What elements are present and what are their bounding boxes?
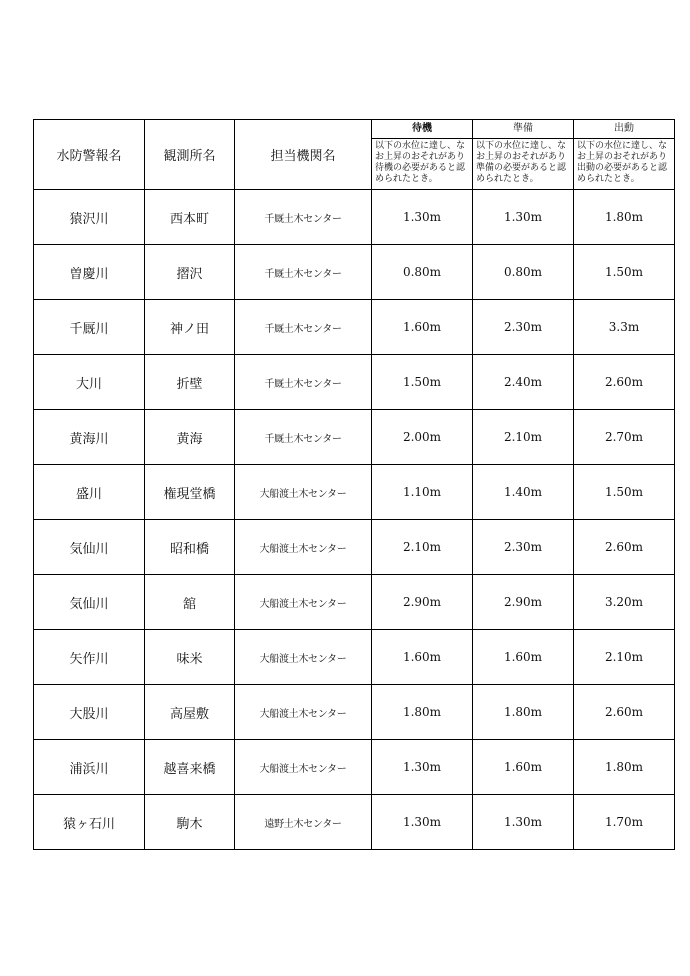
table-row (34, 465, 675, 520)
cell-agency: 千厩土木センター (235, 410, 372, 465)
cell-standby: 1.10m (372, 465, 473, 520)
cell-agency: 大船渡土木センター (235, 520, 372, 575)
cell-river: 気仙川 (34, 575, 145, 630)
cell-dispatch: 3.3m (574, 300, 675, 355)
cell-river: 黄海川 (34, 410, 145, 465)
cell-standby: 2.90m (372, 575, 473, 630)
cell-station: 駒木 (145, 795, 235, 850)
cell-standby: 1.30m (372, 795, 473, 850)
cell-river: 盛川 (34, 465, 145, 520)
cell-standby: 0.80m (372, 245, 473, 300)
cell-standby: 2.10m (372, 520, 473, 575)
cell-dispatch: 2.10m (574, 630, 675, 685)
cell-prepare: 2.30m (473, 300, 574, 355)
cell-prepare: 1.60m (473, 740, 574, 795)
table-row (34, 685, 675, 740)
table-row (34, 740, 675, 795)
cell-dispatch: 1.70m (574, 795, 675, 850)
cell-river: 気仙川 (34, 520, 145, 575)
cell-standby: 1.60m (372, 300, 473, 355)
cell-station: 越喜来橋 (145, 740, 235, 795)
table-row (34, 410, 675, 465)
cell-dispatch: 1.80m (574, 190, 675, 245)
table-row (34, 520, 675, 575)
header-level-dispatch: 出動 (574, 120, 675, 139)
cell-standby: 1.80m (372, 685, 473, 740)
cell-prepare: 1.80m (473, 685, 574, 740)
cell-agency: 大船渡土木センター (235, 740, 372, 795)
cell-agency: 大船渡土木センター (235, 575, 372, 630)
cell-dispatch: 2.60m (574, 355, 675, 410)
table-header (34, 120, 675, 190)
cell-dispatch: 2.60m (574, 520, 675, 575)
cell-agency: 千厩土木センター (235, 245, 372, 300)
table-row (34, 355, 675, 410)
table-row (34, 245, 675, 300)
cell-prepare: 1.30m (473, 190, 574, 245)
cell-dispatch: 1.50m (574, 465, 675, 520)
cell-agency: 遠野土木センター (235, 795, 372, 850)
header-desc-standby: 以下の水位に達し、なお上昇のおそれがあり待機の必要があると認められたとき。 (372, 139, 473, 190)
cell-station: 高屋敷 (145, 685, 235, 740)
cell-river: 大股川 (34, 685, 145, 740)
cell-standby: 1.30m (372, 190, 473, 245)
header-station: 観測所名 (145, 120, 235, 190)
cell-dispatch: 1.80m (574, 740, 675, 795)
cell-station: 味米 (145, 630, 235, 685)
cell-river: 猿ヶ石川 (34, 795, 145, 850)
table-row (34, 575, 675, 630)
cell-dispatch: 2.60m (574, 685, 675, 740)
cell-river: 猿沢川 (34, 190, 145, 245)
header-level-prepare: 準備 (473, 120, 574, 139)
table-body (34, 190, 675, 850)
cell-river: 矢作川 (34, 630, 145, 685)
cell-river: 浦浜川 (34, 740, 145, 795)
header-desc-prepare: 以下の水位に達し、なお上昇のおそれがあり準備の必要があると認められたとき。 (473, 139, 574, 190)
cell-station: 舘 (145, 575, 235, 630)
cell-station: 西本町 (145, 190, 235, 245)
cell-standby: 1.60m (372, 630, 473, 685)
cell-station: 神ノ田 (145, 300, 235, 355)
cell-prepare: 0.80m (473, 245, 574, 300)
flood-warning-table (33, 119, 675, 850)
table-row (34, 630, 675, 685)
cell-dispatch: 1.50m (574, 245, 675, 300)
cell-agency: 大船渡土木センター (235, 685, 372, 740)
cell-station: 昭和橋 (145, 520, 235, 575)
header-river: 水防警報名 (34, 120, 145, 190)
cell-prepare: 2.10m (473, 410, 574, 465)
cell-station: 折壁 (145, 355, 235, 410)
cell-agency: 大船渡土木センター (235, 465, 372, 520)
cell-prepare: 1.60m (473, 630, 574, 685)
header-level-standby: 待機 (372, 120, 473, 139)
cell-dispatch: 3.20m (574, 575, 675, 630)
header-agency: 担当機関名 (235, 120, 372, 190)
flood-warning-table-container (33, 119, 674, 850)
cell-prepare: 1.30m (473, 795, 574, 850)
cell-dispatch: 2.70m (574, 410, 675, 465)
table-row (34, 795, 675, 850)
table-row (34, 300, 675, 355)
cell-agency: 大船渡土木センター (235, 630, 372, 685)
cell-prepare: 2.40m (473, 355, 574, 410)
cell-prepare: 1.40m (473, 465, 574, 520)
header-desc-dispatch: 以下の水位に達し、なお上昇のおそれがあり出動の必要があると認められたとき。 (574, 139, 675, 190)
cell-standby: 2.00m (372, 410, 473, 465)
cell-station: 黄海 (145, 410, 235, 465)
cell-agency: 千厩土木センター (235, 355, 372, 410)
header-row (34, 120, 675, 139)
cell-station: 摺沢 (145, 245, 235, 300)
cell-river: 千厩川 (34, 300, 145, 355)
cell-river: 大川 (34, 355, 145, 410)
cell-prepare: 2.90m (473, 575, 574, 630)
cell-river: 曽慶川 (34, 245, 145, 300)
cell-prepare: 2.30m (473, 520, 574, 575)
cell-station: 権現堂橋 (145, 465, 235, 520)
cell-standby: 1.50m (372, 355, 473, 410)
table-row (34, 190, 675, 245)
cell-agency: 千厩土木センター (235, 300, 372, 355)
cell-agency: 千厩土木センター (235, 190, 372, 245)
cell-standby: 1.30m (372, 740, 473, 795)
